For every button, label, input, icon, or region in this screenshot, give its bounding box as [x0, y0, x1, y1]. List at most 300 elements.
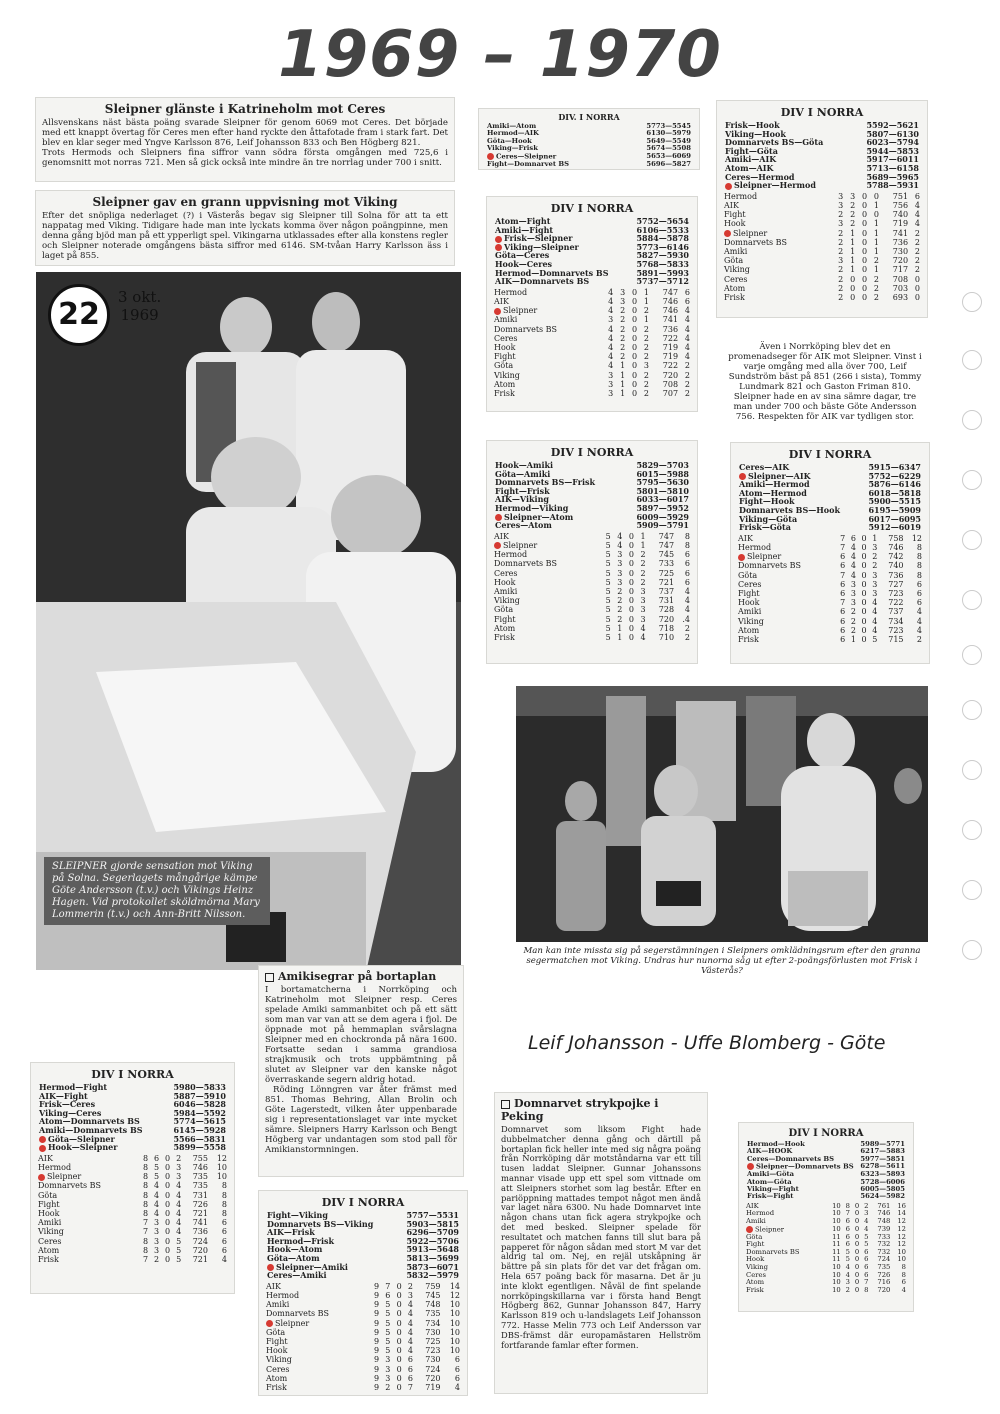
match-teams: Frisk—Fight	[747, 1192, 794, 1201]
standings-value: 2	[643, 324, 650, 334]
standings-value: 11	[832, 1247, 841, 1256]
team-name: Domnarvets BS	[494, 324, 558, 334]
standings-value: 3	[154, 1227, 160, 1237]
match-score: 6005—5805	[860, 1184, 905, 1193]
checkbox-icon	[265, 973, 274, 982]
match-score: 5768—5833	[636, 258, 689, 269]
standings-value: 0	[914, 292, 920, 302]
article-body: Trots Hermods och Sleipners fina siffror vann södra första omgången med 725,6 i genomsnitt mot norras 721. Men så gick också inte mindre än tre norrlag under 700 i snitt.	[42, 148, 448, 168]
standings-value: 7	[840, 570, 846, 580]
standings-value: 2	[850, 200, 856, 210]
standings-value: 10	[832, 1263, 841, 1271]
standings-row	[265, 1300, 461, 1309]
standings-value: 3	[850, 579, 856, 589]
standings-value: 7	[840, 542, 846, 552]
standings-value: 1	[850, 256, 856, 266]
standings-value: 5	[176, 1254, 182, 1264]
standings-row	[737, 598, 923, 607]
standings-value: 2	[620, 324, 626, 334]
standings-value: 0	[861, 625, 867, 635]
standings-row	[737, 571, 923, 580]
team-name: Ceres	[738, 579, 762, 589]
team-name: Amiki	[738, 607, 762, 617]
standings-value: 5	[605, 531, 611, 541]
standings-row	[723, 210, 921, 219]
results-table-1	[478, 108, 700, 170]
team-name: Sleipner	[737, 552, 835, 561]
standings-value: 6	[684, 296, 690, 306]
match-teams: Hermod—Domnarvets BS	[495, 267, 609, 278]
team-name: AIK	[494, 531, 509, 541]
standings-value: 4	[850, 552, 856, 562]
standings-value: 719	[425, 1382, 441, 1392]
standings-value: 7	[864, 1278, 869, 1287]
standings-value: 0	[632, 306, 638, 316]
standings-value: 4	[872, 598, 878, 608]
standings-value: 4	[454, 1382, 460, 1392]
match-row	[723, 181, 921, 190]
standings-value: 2	[873, 292, 880, 302]
team-name: Ceres	[746, 1270, 766, 1279]
standings-value: 732	[877, 1247, 891, 1256]
team-name: Amiki	[494, 586, 518, 596]
standings-value: 1	[873, 228, 880, 238]
standings-value: 12	[897, 1232, 906, 1241]
match-score: 5592—5621	[866, 120, 919, 130]
standings-row	[737, 580, 923, 589]
standings-value: 721	[658, 577, 675, 587]
standings-value: 9	[373, 1327, 380, 1337]
team-name: Hook	[38, 1208, 60, 1218]
standings-value: 2	[385, 1382, 391, 1392]
standings-value: 737	[888, 607, 904, 617]
match-score: 5773—6146	[636, 241, 689, 252]
standings-value: 4	[864, 1224, 869, 1233]
standings-value: 0	[861, 607, 867, 617]
standings-value: 2	[838, 292, 844, 302]
match-teams: Amiki—Fight	[495, 224, 554, 235]
match-teams: Fight—Frisk	[495, 485, 550, 496]
standings-row	[493, 380, 691, 389]
standings-value: 8	[684, 531, 690, 541]
standings-value: 3	[838, 191, 844, 201]
team-name: Hermod	[494, 550, 528, 560]
standings-value: 719	[892, 219, 909, 229]
standings-value: 3	[640, 605, 646, 615]
match-score: 5887—5910	[173, 1090, 226, 1101]
team-name: Hermod	[38, 1162, 72, 1172]
team-name: Hermod	[746, 1209, 775, 1218]
standings-value: 2	[640, 559, 646, 569]
standings-value: 4	[608, 287, 614, 297]
standings-value: 0	[914, 274, 920, 284]
standings-value: 5	[605, 605, 611, 615]
team-name: Fight	[38, 1199, 60, 1209]
standings-value: 735	[192, 1181, 208, 1191]
match-score: 5795—5630	[636, 477, 689, 488]
match-score: 6018—5818	[868, 487, 921, 498]
binder-hole	[962, 645, 982, 665]
standings-value: 6	[407, 1373, 413, 1383]
standings-value: 5	[385, 1309, 391, 1319]
team-name: Viking	[494, 370, 520, 380]
standings-value: 11	[832, 1255, 841, 1264]
standings-value: 2	[850, 219, 856, 229]
team-name: Amiki	[494, 315, 518, 325]
standings-value: 734	[888, 616, 904, 626]
standings-value: 2	[620, 306, 626, 316]
match-row	[493, 277, 691, 286]
standings-value: 0	[396, 1300, 402, 1310]
standings-value: 710	[658, 632, 675, 642]
standings-value: 7	[143, 1218, 149, 1228]
match-score: 5876—6146	[868, 479, 921, 490]
standings-value: 5	[605, 540, 611, 550]
standings-value: 1	[850, 228, 856, 238]
standings-row	[493, 596, 691, 605]
team-name: Frisk	[746, 1285, 764, 1294]
standings-value: 2	[620, 315, 626, 325]
standings-value: 0	[850, 274, 856, 284]
standings-value: 3	[617, 577, 623, 587]
match-teams: Atom—Göta	[747, 1177, 792, 1186]
standings-value: 0	[165, 1254, 171, 1264]
standings-value: 6	[840, 607, 846, 617]
standings-value: 3	[864, 1209, 869, 1218]
standings-row	[493, 288, 691, 297]
match-teams: Fight—Viking	[267, 1210, 328, 1220]
match-score: 6296—5709	[406, 1227, 459, 1238]
article-viking	[35, 190, 455, 266]
article-headline: Sleipner gav en grann uppvisning mot Viking	[92, 195, 398, 209]
standings-value: 2	[838, 237, 844, 247]
match-score: 5788—5931	[866, 180, 919, 191]
standings-row	[265, 1337, 461, 1346]
standings-row	[493, 389, 691, 398]
standings-value: 0	[396, 1327, 402, 1337]
standings-value: 720	[192, 1245, 208, 1255]
article-aik-norrkoping	[728, 342, 922, 432]
team-name: Amiki	[746, 1216, 766, 1225]
standings-value: 0	[165, 1236, 171, 1246]
standings-value: 721	[192, 1254, 208, 1264]
match-teams: Ceres—Sleipner	[485, 153, 618, 161]
standings-value: 3	[154, 1236, 160, 1246]
match-teams: Hook—Amiki	[495, 460, 554, 470]
standings-row	[493, 633, 691, 642]
standings-value: 7	[845, 1209, 850, 1218]
team-name: Hermod	[494, 287, 528, 297]
match-teams: Göta—Sleipner	[37, 1135, 162, 1144]
standings-value: 0	[862, 200, 868, 210]
standings-row	[493, 371, 691, 380]
standings-value: 0	[165, 1199, 171, 1209]
standings-value: 2	[838, 210, 844, 220]
standings-value: 4	[176, 1190, 182, 1200]
standings-value: 9	[373, 1373, 380, 1383]
results-table-8	[738, 1122, 914, 1312]
team-name: Sleipner	[493, 306, 602, 315]
standings-value: 2	[838, 274, 844, 284]
standings-value: 722	[662, 361, 679, 371]
standings-value: 0	[628, 586, 634, 596]
standings-value: 6	[154, 1153, 160, 1163]
standings-value: 4	[176, 1218, 182, 1228]
match-row	[485, 161, 693, 168]
standings-value: 0	[850, 283, 856, 293]
standings-value: 724	[425, 1364, 441, 1374]
standings-value: 734	[425, 1318, 441, 1328]
team-name: Hook	[494, 577, 516, 587]
standings-value: 2	[643, 352, 650, 362]
article-body: Efter det snöpliga nederlaget (?) i Västerås begav sig Sleipner till Solna för att ta ett nappatag med Viking. Tidigare hade man inte lyckats komma över någon poängpinne, men denna gång bjöd man på ett ypperligt spel. Vikingarna utklassades efter alla konstens regler och Sleipner noterade omgångens bästa siffror med 6146. SM-tvåan Harry Karlsson äss i laget på 855.	[42, 211, 448, 261]
standings-value: 0	[861, 542, 867, 552]
match-teams: Domnarvets BS—Frisk	[495, 477, 596, 488]
match-teams: Sleipner—Amiki	[265, 1263, 395, 1272]
standings-value: 2	[643, 388, 650, 398]
standings-value: 8	[221, 1190, 227, 1200]
standings-value: 1	[850, 246, 856, 256]
standings-value: 2	[914, 228, 920, 238]
standings-value: 1	[620, 370, 626, 380]
standings-value: 12	[897, 1216, 906, 1225]
standings-value: 735	[877, 1263, 891, 1271]
standings-value: 0	[632, 352, 638, 362]
standings-value: 4	[872, 625, 878, 635]
standings-value: 745	[425, 1290, 441, 1300]
standings-value: 3	[385, 1373, 391, 1383]
standings-value: 724	[192, 1236, 208, 1246]
standings-value: 1	[873, 237, 880, 247]
standings-value: 5	[605, 623, 611, 633]
match-row	[737, 523, 923, 532]
standings-value: 723	[888, 625, 904, 635]
standings-value: 746	[662, 296, 679, 306]
standings-value: 725	[658, 568, 675, 578]
standings-value: 2	[620, 352, 626, 362]
match-teams: Hook—Atom	[267, 1244, 323, 1255]
page-title: 1969 – 1970	[278, 18, 722, 92]
standings-value: 735	[425, 1309, 441, 1319]
standings	[745, 1203, 907, 1295]
standings-value: 10	[897, 1255, 906, 1264]
standings-value: 10	[449, 1300, 460, 1310]
red-dot-icon	[746, 1226, 753, 1233]
match-teams: Amiki—Hermod	[739, 479, 810, 490]
match-teams: Domnarvets BS—Viking	[267, 1218, 374, 1229]
standings-value: 0	[628, 632, 634, 642]
team-name: Fight	[266, 1336, 288, 1346]
standings-value: 8	[143, 1199, 149, 1209]
team-name: Viking	[494, 596, 520, 606]
standings-row	[723, 201, 921, 210]
red-dot-icon	[495, 236, 502, 243]
team-name: Fight	[494, 352, 516, 362]
photo-locker-room	[516, 686, 928, 942]
standings-row	[493, 587, 691, 596]
standings-value: 1	[643, 287, 650, 297]
standings-value: 6	[845, 1232, 850, 1241]
standings-value: 693	[892, 292, 909, 302]
standings-value: 1	[873, 265, 880, 275]
standings-value: 1	[872, 533, 878, 543]
standings-value: 4	[154, 1199, 160, 1209]
standings-value: 2	[407, 1281, 413, 1291]
standings-value: 2	[684, 361, 690, 371]
standings-value: 10	[832, 1209, 841, 1218]
standings-value: 730	[425, 1355, 441, 1365]
standings-value: 0	[862, 246, 868, 256]
standings-value: 6	[845, 1240, 850, 1249]
standings-value: 0	[628, 596, 634, 606]
standings-row	[737, 589, 923, 598]
match-row	[265, 1271, 461, 1280]
standings-value: 8	[143, 1162, 149, 1172]
match-score: 5903—5815	[406, 1218, 459, 1229]
standings-row	[37, 1209, 228, 1218]
standings-row	[723, 229, 921, 238]
match-score: 5752—5654	[636, 216, 689, 226]
standings-value: 737	[658, 586, 675, 596]
standings-value: 722	[662, 333, 679, 343]
standings-value: 5	[864, 1232, 869, 1241]
standings-value: 2	[617, 596, 623, 606]
match-score: 5807—6130	[866, 128, 919, 139]
standings-value: 4	[916, 607, 922, 617]
standings-value: 2	[850, 607, 856, 617]
standings-value: 3	[850, 598, 856, 608]
standings-value: 2	[850, 210, 856, 220]
standings-value: 2	[617, 586, 623, 596]
standings-value: 0	[632, 315, 638, 325]
match-score: 5915—6347	[868, 462, 921, 472]
standings-value: 0	[862, 228, 868, 238]
standings	[723, 192, 921, 302]
standings-value: 3	[640, 596, 646, 606]
standings-value: 0	[396, 1290, 402, 1300]
standings-row	[265, 1355, 461, 1364]
team-name: Göta	[266, 1327, 286, 1337]
match-score: 5917—6011	[866, 154, 919, 165]
standings-value: 10	[449, 1309, 460, 1319]
team-name: AIK	[266, 1281, 281, 1291]
standings-value: 8	[143, 1208, 149, 1218]
standings-value: 8	[221, 1208, 227, 1218]
standings-value: 6	[864, 1270, 869, 1279]
standings-value: 703	[892, 283, 909, 293]
standings-value: 3	[872, 542, 878, 552]
match-score: 6130—5979	[646, 129, 691, 138]
standings-value: 2	[684, 632, 690, 642]
standings-value: 10	[216, 1162, 227, 1172]
standings-value: 4	[154, 1208, 160, 1218]
match-score: 5922—5706	[406, 1235, 459, 1246]
standings-value: 10	[832, 1270, 841, 1279]
article-body: Även i Norrköping blev det en promenadseger för AIK mot Sleipner. Vinst i varje omgång med alla över 700, Leif Sundström bäst på 851 (266 i sista), Tommy Lundmark 821 och Gaston Friman 810.	[728, 342, 922, 392]
standings-row	[737, 635, 923, 644]
standings-value: 0	[873, 210, 880, 220]
standings-value: 2	[684, 379, 690, 389]
standings-value: 16	[897, 1201, 906, 1210]
standings-value: 2	[684, 623, 690, 633]
standings-value: 3	[608, 315, 614, 325]
standings-row	[737, 626, 923, 635]
match-teams: Atom—Fight	[495, 216, 551, 226]
match-teams: Viking—Fight	[747, 1184, 799, 1193]
standings-value: 4	[684, 333, 690, 343]
standings-value: 724	[877, 1255, 891, 1264]
standings-value: 0	[862, 274, 868, 284]
standings-value: 0	[632, 370, 638, 380]
match-score: 5801—5810	[636, 485, 689, 496]
standings-value: 8	[901, 1270, 906, 1279]
match-teams: Fight—Göta	[725, 145, 778, 156]
standings-value: 1	[640, 531, 646, 541]
table-header: DIV I NORRA	[788, 448, 872, 461]
standings	[265, 1282, 461, 1392]
article-headline: Sleipner glänste i Katrineholm mot Ceres	[104, 102, 386, 116]
standings-value: 4	[872, 616, 878, 626]
standings-value: 0	[854, 1232, 860, 1241]
standings-value: 5	[176, 1236, 182, 1246]
match-score: 6033—6017	[636, 494, 689, 505]
standings-value: 10	[832, 1224, 841, 1233]
team-name: Atom	[494, 623, 516, 633]
match-score: 6009—5929	[636, 511, 689, 522]
photo-date-year: 1969	[120, 306, 159, 324]
match-score: 6323—5893	[860, 1170, 905, 1179]
match-teams: Amiki—AIK	[725, 154, 777, 165]
standings-value: 6	[845, 1224, 850, 1233]
standings-value: 1	[643, 296, 650, 306]
standings-value: 7	[143, 1227, 149, 1237]
match-score: 6046—5828	[173, 1099, 226, 1110]
standings-value: 4	[684, 324, 690, 334]
standings-value: 2	[850, 625, 856, 635]
standings-value: 1	[643, 315, 650, 325]
table-header: DIV I NORRA	[550, 446, 634, 459]
standings-value: 6	[864, 1263, 869, 1271]
standings-value: 755	[192, 1153, 208, 1163]
standings-row	[493, 306, 691, 315]
standings-value: 746	[662, 306, 679, 316]
standings-value: 3	[838, 200, 844, 210]
standings-value: 2	[873, 274, 880, 284]
standings-row	[493, 605, 691, 614]
team-name: Hook	[738, 598, 760, 608]
match-teams: Atom—Domnarvets BS	[39, 1116, 140, 1127]
team-name: Hermod	[266, 1290, 300, 1300]
standings-value: 14	[449, 1281, 460, 1291]
match-score: 5813—5699	[406, 1252, 459, 1263]
match-score: 6278—5611	[860, 1162, 905, 1171]
standings-row	[493, 550, 691, 559]
standings-value: 4	[407, 1309, 413, 1319]
photo-bowling-scorers	[36, 272, 461, 970]
standings-value: 2	[176, 1153, 182, 1163]
photo-date	[118, 288, 161, 324]
team-name: Atom	[746, 1278, 765, 1287]
standings-value: 4	[684, 315, 690, 325]
red-dot-icon	[266, 1320, 273, 1327]
standings-value: 6	[845, 1216, 850, 1225]
standings-row	[265, 1282, 461, 1291]
standings-value: 0	[854, 1255, 860, 1264]
standings-value: 708	[892, 274, 909, 284]
team-name: Viking	[38, 1227, 64, 1237]
red-dot-icon	[487, 153, 494, 160]
standings-value: 10	[449, 1346, 460, 1356]
